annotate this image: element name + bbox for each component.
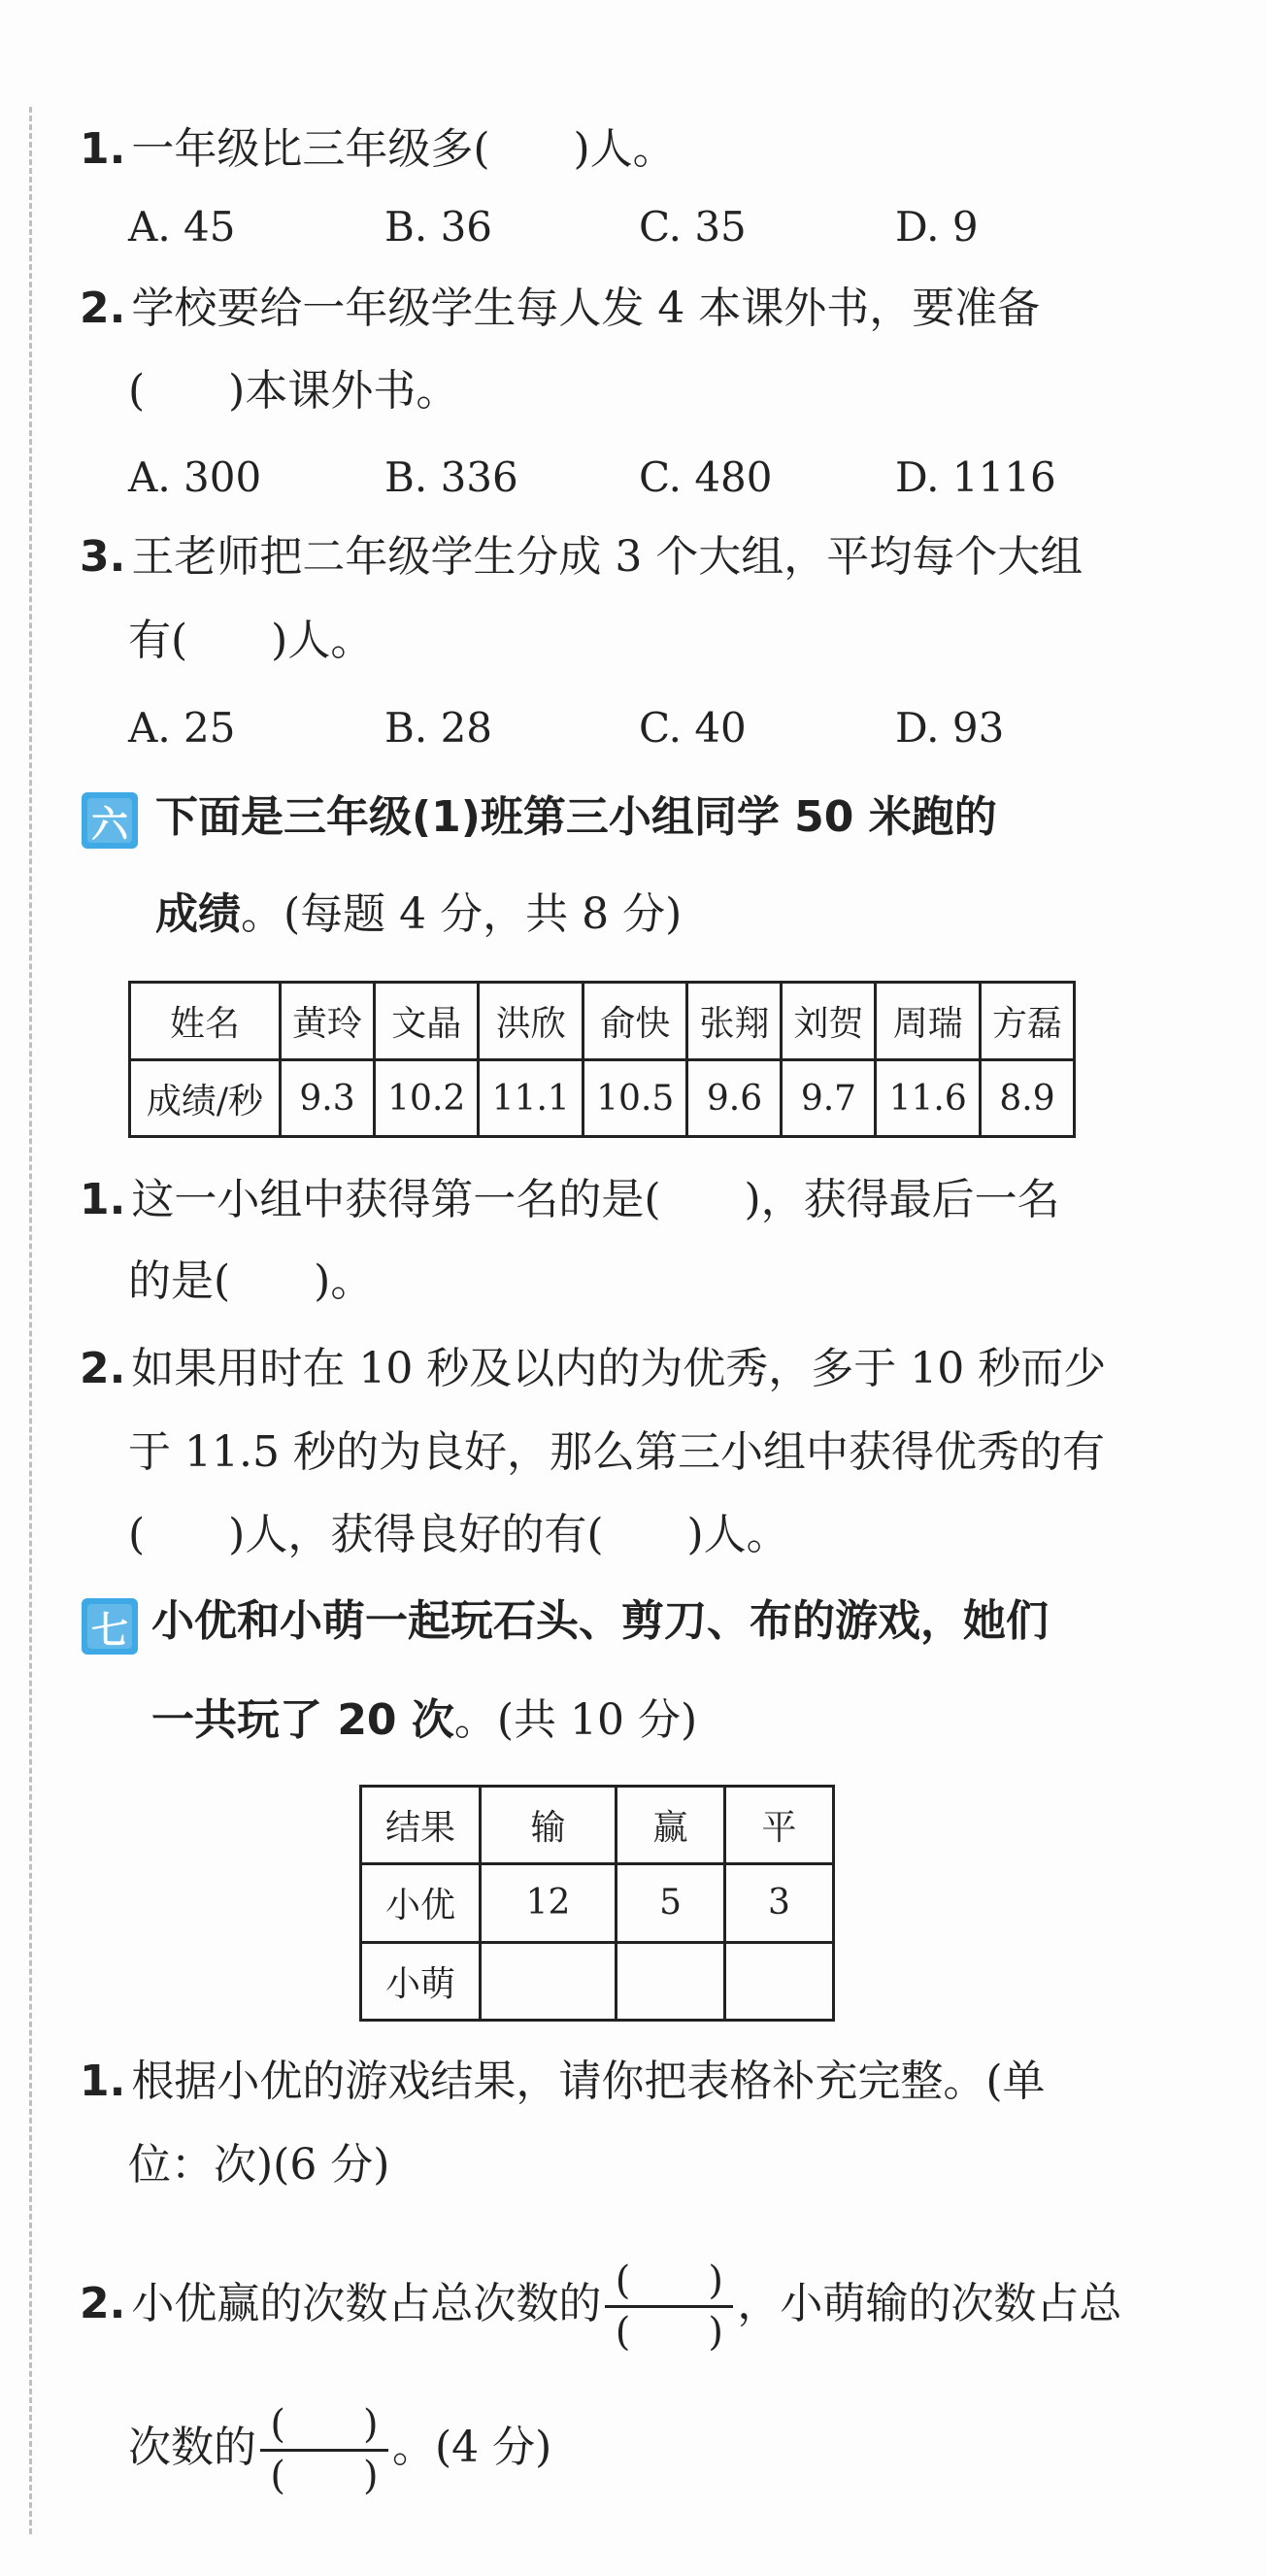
option-d[interactable]: D. 93 xyxy=(895,704,1005,752)
answer-cell[interactable] xyxy=(481,1942,617,2020)
option-b[interactable]: B. 36 xyxy=(384,203,493,251)
question-number: 2. xyxy=(80,2279,126,2328)
section-six-heading: 下面是三年级(1)班第三小组同学 50 米跑的 xyxy=(155,792,997,842)
option-c[interactable]: C. 40 xyxy=(639,704,747,752)
section-badge-seven: 七 xyxy=(82,1598,138,1655)
table-row xyxy=(130,983,1075,1060)
question-6-2-line2: 于 11.5 秒的为良好，那么第三小组中获得优秀的有 xyxy=(128,1427,1105,1477)
question-6-1: 1. 这一小组中获得第一名的是( )，获得最后一名 xyxy=(80,1175,1060,1224)
game-results-table xyxy=(359,1785,835,2022)
option-a[interactable]: A. 25 xyxy=(128,704,236,752)
table-cell: 成绩/秒 xyxy=(130,1060,281,1137)
table-cell: 10.2 xyxy=(374,1060,479,1137)
option-c[interactable]: C. 35 xyxy=(639,203,747,251)
question-5-2: 2. 学校要给一年级学生每人发 4 本课外书，要准备 xyxy=(80,284,1041,333)
table-cell: 小优 xyxy=(361,1864,481,1942)
question-number: 1. xyxy=(80,1175,126,1224)
fraction-blank[interactable]: $\frac{( )}{( )}$ xyxy=(605,2257,733,2357)
option-d[interactable]: D. 1116 xyxy=(895,453,1056,501)
table-row xyxy=(361,1942,834,2020)
table-header-cell: 俞快 xyxy=(583,983,687,1060)
table-row xyxy=(361,1864,834,1942)
fraction-blank[interactable]: $\frac{( )}{( )}$ xyxy=(260,2400,388,2500)
table-cell: 小萌 xyxy=(361,1942,481,2020)
question-5-3: 3. 王老师把二年级学生分成 3 个大组，平均每个大组 xyxy=(80,532,1084,582)
table-header-cell: 平 xyxy=(725,1787,834,1864)
table-header-cell: 输 xyxy=(481,1787,617,1864)
table-cell: 11.6 xyxy=(876,1060,981,1137)
option-c[interactable]: C. 480 xyxy=(639,453,773,501)
option-d[interactable]: D. 9 xyxy=(895,203,979,251)
question-6-2-line3: ( )人，获得良好的有( )人。 xyxy=(128,1510,789,1559)
table-cell: 9.3 xyxy=(281,1060,375,1137)
option-a[interactable]: A. 300 xyxy=(128,453,262,501)
question-6-2: 2. 如果用时在 10 秒及以内的为优秀，多于 10 秒而少 xyxy=(80,1344,1107,1393)
question-7-2: 2. 小优赢的次数占总次数的 $\frac{( )}{( )}$ ，小萌输的次数占总 xyxy=(80,2258,1122,2355)
table-row xyxy=(130,1060,1075,1137)
table-header-cell: 结果 xyxy=(361,1787,481,1864)
running-results-table xyxy=(128,981,1076,1138)
table-cell: 11.1 xyxy=(479,1060,583,1137)
question-number: 2. xyxy=(80,284,126,333)
table-header-cell: 刘贺 xyxy=(782,983,876,1060)
table-header-cell: 赢 xyxy=(617,1787,725,1864)
answer-cell[interactable] xyxy=(617,1942,725,2020)
section-seven-heading-line2: 一共玩了 20 次。(共 10 分) xyxy=(151,1695,698,1745)
option-b[interactable]: B. 28 xyxy=(384,704,493,752)
section-badge-six: 六 xyxy=(82,792,138,849)
table-row xyxy=(361,1787,834,1864)
section-six-heading-line2: 成绩。(每题 4 分，共 8 分) xyxy=(155,889,683,939)
table-header-cell: 方磊 xyxy=(980,983,1074,1060)
question-number: 1. xyxy=(80,2057,126,2106)
option-a[interactable]: A. 45 xyxy=(128,203,236,251)
question-7-1: 1. 根据小优的游戏结果，请你把表格补充完整。(单 xyxy=(80,2057,1046,2106)
answer-cell[interactable] xyxy=(725,1942,834,2020)
question-5-1: 1. 一年级比三年级多( )人。 xyxy=(80,124,676,174)
table-cell: 5 xyxy=(617,1864,725,1942)
table-header-cell: 周瑞 xyxy=(876,983,981,1060)
table-cell: 12 xyxy=(481,1864,617,1942)
binding-margin-line xyxy=(29,107,32,2534)
question-number: 2. xyxy=(80,1344,126,1393)
table-header-cell: 洪欣 xyxy=(479,983,583,1060)
question-7-1-line2: 位：次)(6 分) xyxy=(128,2140,390,2190)
table-header-cell: 文晶 xyxy=(374,983,479,1060)
question-number: 1. xyxy=(80,124,126,174)
question-number: 3. xyxy=(80,532,126,582)
table-header-cell: 黄玲 xyxy=(281,983,375,1060)
table-cell: 10.5 xyxy=(583,1060,687,1137)
question-6-1-line2: 的是( )。 xyxy=(128,1256,374,1306)
table-header-cell: 张翔 xyxy=(687,983,782,1060)
table-cell: 3 xyxy=(725,1864,834,1942)
option-b[interactable]: B. 336 xyxy=(384,453,518,501)
question-5-3-line2: 有( )人。 xyxy=(128,616,374,665)
section-seven-heading: 小优和小萌一起玩石头、剪刀、布的游戏，她们 xyxy=(151,1596,1049,1646)
table-cell: 9.7 xyxy=(782,1060,876,1137)
table-cell: 8.9 xyxy=(980,1060,1074,1137)
table-header-cell: 姓名 xyxy=(130,983,281,1060)
table-cell: 9.6 xyxy=(687,1060,782,1137)
question-7-2-line2: 次数的 $\frac{( )}{( )}$ 。(4 分) xyxy=(128,2402,552,2498)
question-5-2-line2: ( )本课外书。 xyxy=(128,366,459,416)
